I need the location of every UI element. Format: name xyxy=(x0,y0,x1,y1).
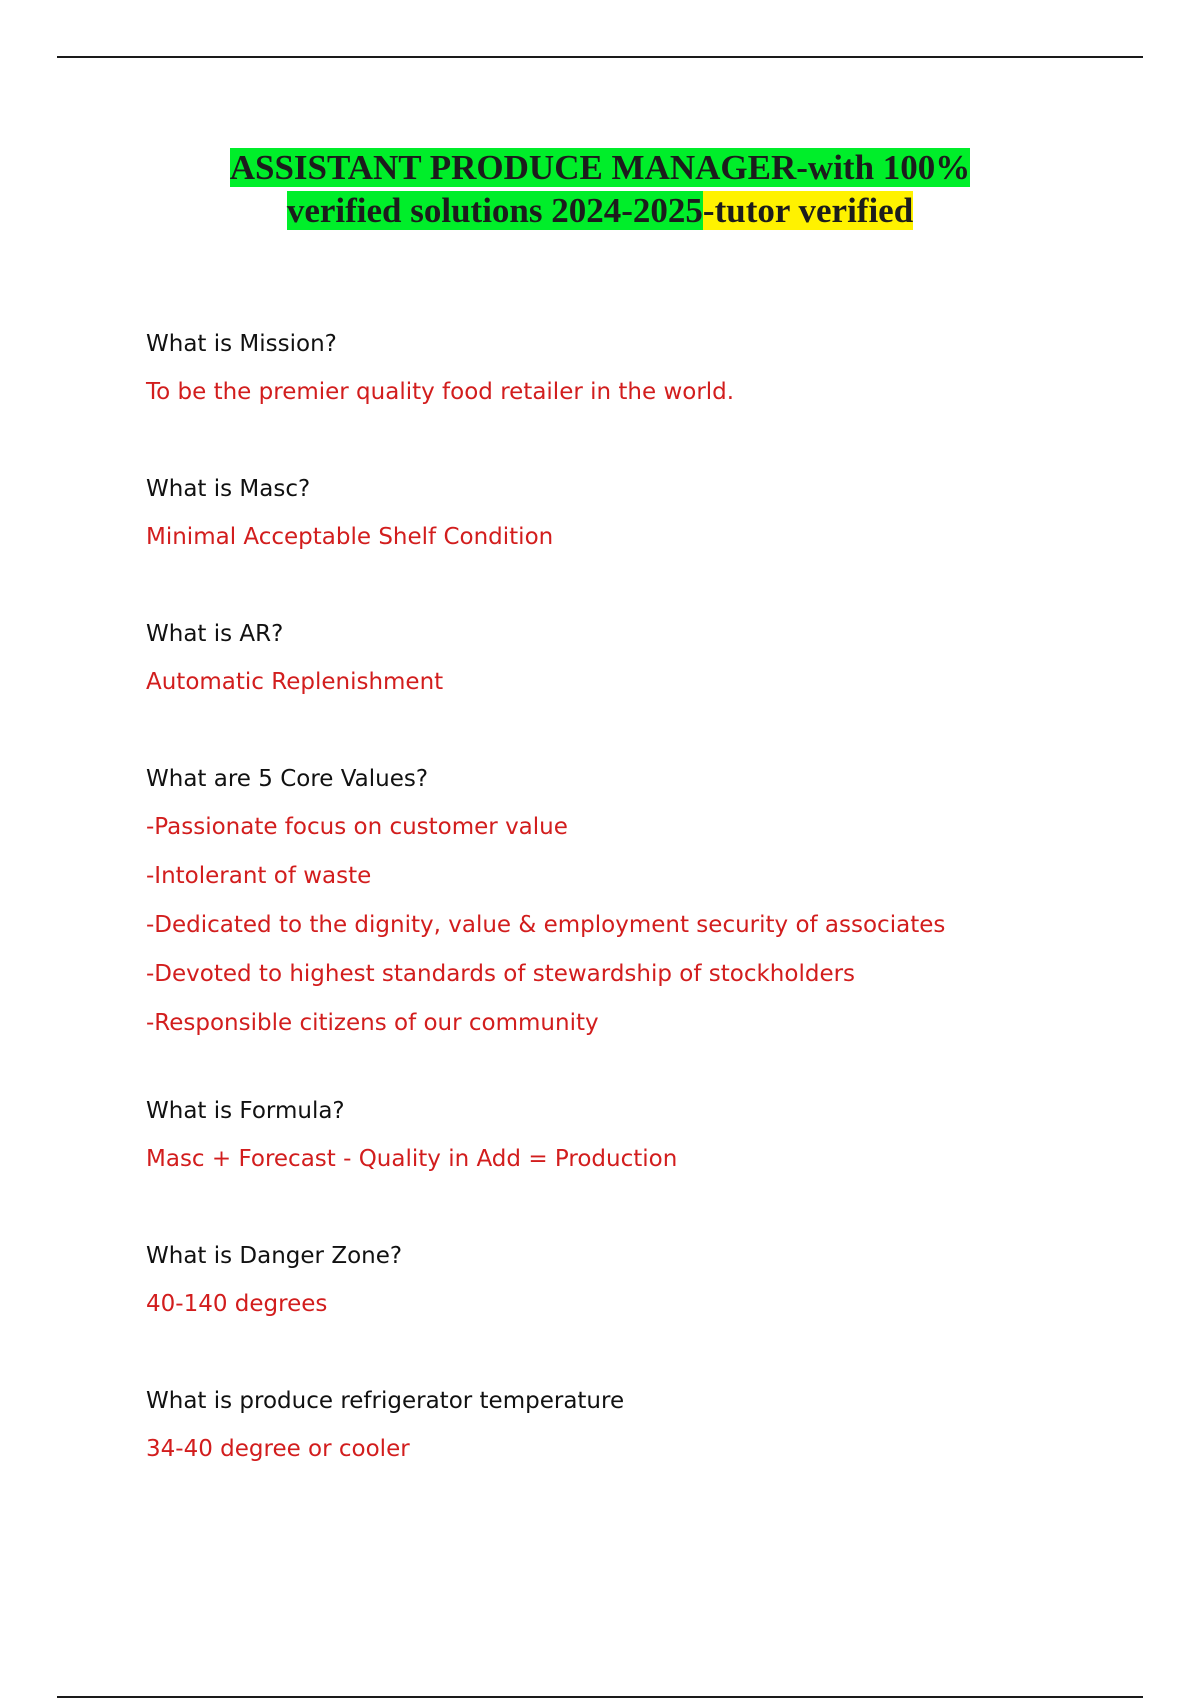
answer-item: -Passionate focus on customer value xyxy=(146,814,568,840)
qa-item-formula xyxy=(146,1091,1146,1179)
answer-item: -Intolerant of waste xyxy=(146,863,372,889)
document-title xyxy=(0,146,1200,232)
answer: Minimal Acceptable Shelf Condition xyxy=(146,524,554,550)
title-line-2-yellow: -tutor verified xyxy=(702,191,914,230)
qa-item-masc xyxy=(146,469,1146,557)
title-line-1: ASSISTANT PRODUCE MANAGER-with 100% xyxy=(229,148,971,187)
answer-item: -Dedicated to the dignity, value & employment security of associates xyxy=(146,912,946,938)
qa-item-refrigerator-temperature xyxy=(146,1381,1146,1469)
answer: To be the premier quality food retailer in the world. xyxy=(146,379,735,405)
question: What is Danger Zone? xyxy=(146,1243,403,1269)
qa-item-ar xyxy=(146,614,1146,702)
qa-list xyxy=(146,324,1146,1526)
qa-item-danger-zone xyxy=(146,1236,1146,1324)
question: What is Masc? xyxy=(146,476,311,502)
answer: Masc + Forecast - Quality in Add = Production xyxy=(146,1146,678,1172)
answer-item: -Responsible citizens of our community xyxy=(146,1010,599,1036)
qa-item-mission xyxy=(146,324,1146,412)
answer-list xyxy=(146,807,1146,1043)
question: What is produce refrigerator temperature xyxy=(146,1388,625,1414)
question: What is Mission? xyxy=(146,331,337,357)
answer: 34-40 degree or cooler xyxy=(146,1436,410,1462)
question: What are 5 Core Values? xyxy=(146,766,429,792)
bottom-rule xyxy=(57,1696,1143,1698)
top-rule xyxy=(57,56,1143,58)
answer: Automatic Replenishment xyxy=(146,669,444,695)
answer: 40-140 degrees xyxy=(146,1291,328,1317)
qa-item-core-values xyxy=(146,759,1146,1043)
title-line-2-green: verified solutions 2024-2025 xyxy=(286,191,703,230)
question: What is Formula? xyxy=(146,1098,345,1124)
answer-item: -Devoted to highest standards of stewardship of stockholders xyxy=(146,961,856,987)
question: What is AR? xyxy=(146,621,284,647)
